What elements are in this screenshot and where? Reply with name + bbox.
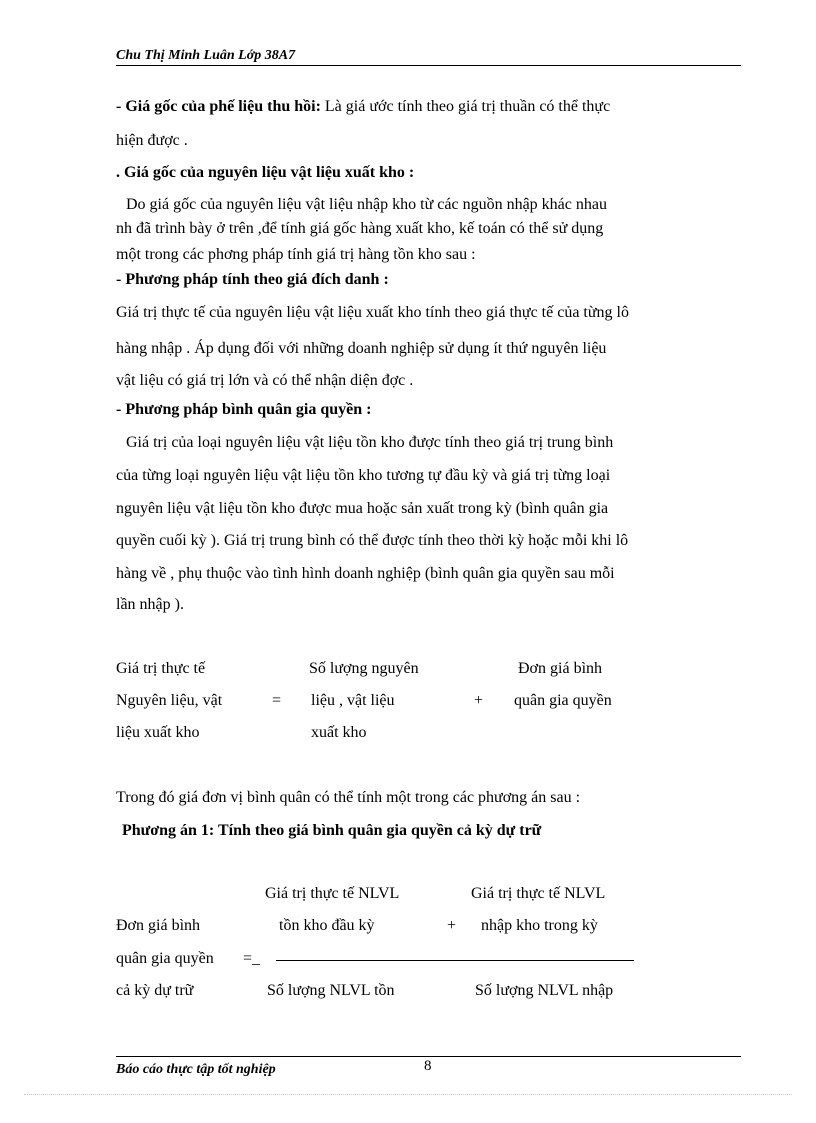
formula2-denominator-a: Số lượng NLVL tồn [267,982,395,999]
paragraph-scrap-value [116,98,610,116]
paragraph-line: một trong các phơng pháp tính giá trị hàng tồn kho sau : [116,246,476,263]
formula2-denominator-b: Số lượng NLVL nhập [475,982,614,999]
formula1-mid-line: liệu , vật liệu [311,692,395,709]
page-footer: Báo cáo thực tập tốt nghiệp [116,1062,276,1077]
paragraph-line: Giá trị thực tế của nguyên liệu vật liệu xuất kho tính theo giá thực tế của từng lô [116,304,629,321]
formula1-equals: = [272,692,282,709]
paragraph-line: nguyên liệu vật liệu tồn kho được mua hoặc sản xuất trong kỳ (bình quân gia [116,500,609,517]
paragraph-line: nh đã trình bày ở trên ,để tính giá gốc hàng xuất kho, kế toán có thể sử dụng [116,220,604,237]
formula1-left-line: Nguyên liệu, vật [116,692,223,709]
paragraph-line: quyền cuối kỳ ). Giá trị trung bình có thể được tính theo thời kỳ hoặc mỗi khi lô [116,532,629,549]
paragraph-line: vật liệu có giá trị lớn và có thể nhận diện đợc . [116,372,414,389]
formula2-numerator-a: tồn kho đầu kỳ [279,917,375,934]
paragraph-line: Do giá gốc của nguyên liệu vật liệu nhập kho từ các nguồn nhập khác nhau [126,196,607,213]
option1-heading: Phương án 1: Tính theo giá bình quân gia quyền cả kỳ dự trữ [122,822,542,839]
formula2-left-line: Đơn giá bình [116,917,201,934]
paragraph-line: của từng loại nguyên liệu vật liệu tồn kho tương tự đầu kỳ và giá trị từng loại [116,467,611,484]
page-bottom-dotted-rule [24,1094,792,1095]
formula1-left-line: liệu xuất kho [116,724,200,741]
formula2-left-line: quân gia quyền [116,950,214,967]
heading-weighted-average: - Phương pháp bình quân gia quyền : [116,401,372,418]
paragraph-line: lần nhập ). [116,596,184,613]
formula1-right-line: quân gia quyền [514,692,612,709]
formula2-plus: + [447,917,457,934]
formula2-equals: =_ [243,950,261,967]
formula2-numerator-b: Giá trị thực tế NLVL [471,885,606,902]
options-intro: Trong đó giá đơn vị bình quân có thể tính một trong các phương án sau : [116,789,581,806]
paragraph-line: hàng về , phụ thuộc vào tình hình doanh nghiệp (bình quân gia quyền sau mỗi [116,565,615,582]
header-divider [116,65,741,66]
scrap-value-label: - Giá gốc của phế liệu thu hồi: [116,98,321,115]
fraction-bar [276,960,634,961]
page-header: Chu Thị Minh Luân Lớp 38A7 [116,48,296,63]
formula2-left-line: cả kỳ dự trữ [116,982,194,999]
heading-material-issue-cost: . Giá gốc của nguyên liệu vật liệu xuất kho : [116,164,415,181]
scrap-value-continuation: hiện được . [116,132,188,149]
formula1-mid-line: Số lượng nguyên [309,660,419,677]
formula1-mid-line: xuất kho [311,724,367,741]
footer-divider [116,1056,741,1057]
formula1-right-line: Đơn giá bình [518,660,603,677]
formula2-numerator-b: nhập kho trong kỳ [481,917,598,934]
page-number: 8 [424,1058,432,1074]
paragraph-line: Giá trị của loại nguyên liệu vật liệu tồn kho được tính theo giá trị trung bình [126,434,614,451]
formula2-numerator-a: Giá trị thực tế NLVL [265,885,400,902]
formula1-plus: + [474,692,484,709]
heading-specific-identification: - Phương pháp tính theo giá đích danh : [116,271,389,288]
scrap-value-text: Là giá ước tính theo giá trị thuần có thể thực [320,98,611,115]
formula1-left-line: Giá trị thực tế [116,660,206,677]
paragraph-line: hàng nhập . Áp dụng đối với những doanh nghiệp sử dụng ít thứ nguyên liệu [116,340,607,357]
